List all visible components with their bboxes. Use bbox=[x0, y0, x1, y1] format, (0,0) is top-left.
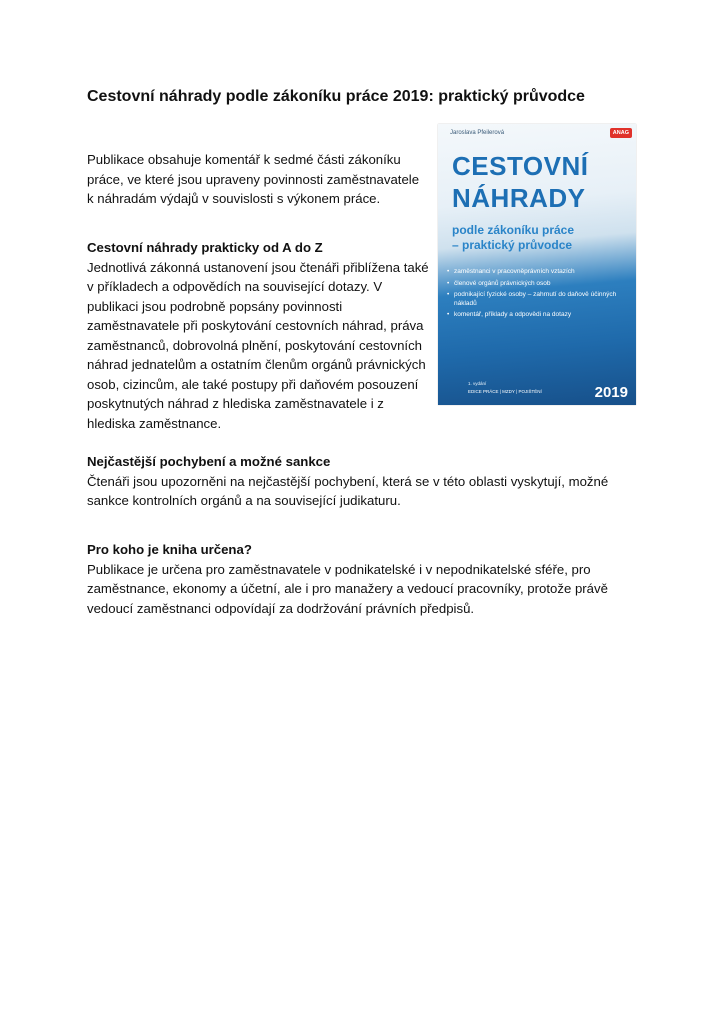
cover-author: Jaroslava Pfeilerová bbox=[450, 130, 505, 136]
publisher-logo: ANAG bbox=[610, 128, 632, 138]
section-audience bbox=[87, 540, 632, 618]
section-heading: Pro koho je kniha určena? bbox=[87, 542, 252, 557]
cover-title-line1: CESTOVNÍ bbox=[452, 151, 589, 181]
intro-paragraph: Publikace obsahuje komentář k sedmé části zákoníku práce, ve které jsou upraveny povinnosti zaměstnavatele k náhradám výdajů v souvislosti s výkonem práce. bbox=[87, 152, 420, 206]
section-heading: Cestovní náhrady prakticky od A do Z bbox=[87, 240, 323, 255]
section-heading: Nejčastější pochybení a možné sankce bbox=[87, 454, 331, 469]
book-cover bbox=[438, 124, 636, 405]
section-body: Jednotlivá zákonná ustanovení jsou čtenáři přiblížena také v příkladech a odpovědích na související dotazy. V publikaci jsou podrobně popsány povinnosti zaměstnavatele při poskytování cestovních náhrad, práva zaměstnanců, dobrovolná plnění, poskytování cestovních náhrad jednatelům a ostatním členům orgánů právnických osob, cizincům, ale také postupy při daňovém posouzení poskytnutých náhrad z hlediska zaměstnavatele i z hlediska zaměstnance. bbox=[87, 259, 429, 431]
cover-edition: 1. vydání bbox=[468, 381, 487, 386]
cover-title-line2: NÁHRADY bbox=[452, 183, 586, 213]
cover-subtitle-line2: – praktický průvodce bbox=[452, 237, 573, 252]
cover-bullet: • komentář, příklady a odpovědi na dotazy bbox=[446, 311, 632, 320]
page-title: Cestovní náhrady podle zákoníku práce 2019: praktický průvodce bbox=[87, 88, 585, 105]
cover-bullet: • členové orgánů právnických osob bbox=[446, 280, 632, 289]
section-body: Čtenáři jsou upozorněni na nejčastější pochybení, která se v této oblasti vyskytují, možné sankce kontrolních orgánů a na související judikaturu. bbox=[87, 473, 609, 508]
section-body: Publikace je určena pro zaměstnavatele v podnikatelské i v nepodnikatelské sféře, pro zaměstnance, ekonomy a účetní, ale i pro manažery a vedoucí pracovníky, protože právě vedoucí zaměstnanci odpovídají za dodržování právních předpisů. bbox=[87, 561, 608, 616]
cover-subtitle bbox=[452, 223, 632, 252]
cover-bullet: • zaměstnanci v pracovněprávních vztazích bbox=[446, 268, 632, 277]
cover-subtitle-line1: podle zákoníku práce bbox=[452, 223, 575, 237]
cover-bullet-list bbox=[446, 268, 632, 323]
cover-bullet: • podnikající fyzické osoby – zahrnutí do daňově účinných nákladů bbox=[446, 291, 632, 308]
section-a-to-z bbox=[87, 238, 432, 433]
cover-series: EDICE PRÁCE | MZDY | POJIŠTĚNÍ bbox=[468, 389, 542, 394]
section-sanctions bbox=[87, 452, 632, 511]
cover-year: 2019 bbox=[594, 384, 628, 401]
